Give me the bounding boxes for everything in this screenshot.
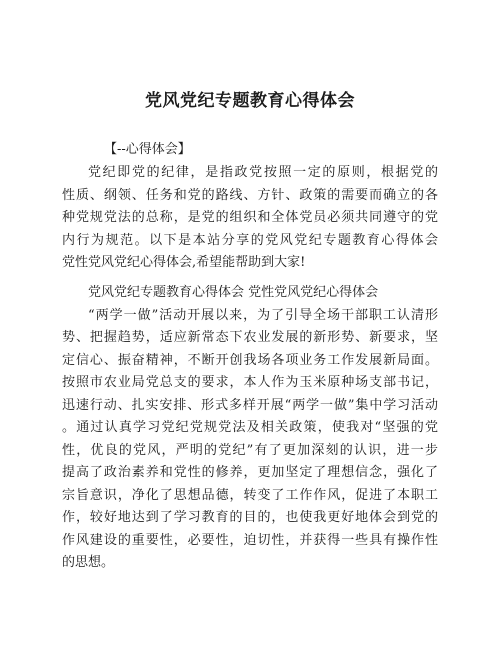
paragraph-line: 党纪即党的纪律，是指政党按照一定的原则，根据党的 bbox=[88, 165, 438, 180]
paragraph-line: 党风党纪专题教育心得体会 党性党风党纪心得体会 bbox=[88, 285, 379, 300]
paragraph-line: “两学一做”活动开展以来，为了引导全场干部职工认清形 bbox=[88, 307, 438, 323]
paragraph-line: 迅速行动、扎实安排、形式多样开展“两学一做”集中学习活动 bbox=[62, 397, 438, 413]
category-tag: 【--心得体会】 bbox=[104, 142, 191, 157]
paragraph-line: 定信心、振奋精神，不断开创我场各项业务工作发展新局面。 bbox=[62, 352, 438, 368]
paragraph-line: 。通过认真学习党纪党规党法及相关政策，使我对“坚强的党 bbox=[62, 420, 438, 435]
paragraph-line: 内行为规范。以下是本站分享的党风党纪专题教育心得体会 bbox=[62, 232, 438, 248]
document-title: 党风党纪专题教育心得体会 bbox=[145, 91, 355, 111]
paragraph-line: 提高了政治素养和党性的修养，更加坚定了理想信念，强化了 bbox=[62, 465, 438, 480]
intro-paragraph bbox=[62, 162, 438, 275]
paragraph-line: 的思想。 bbox=[62, 555, 115, 570]
paragraph-line: 宗旨意识，净化了思想品德，转变了工作作风，促进了本职工 bbox=[62, 487, 438, 503]
body-paragraph bbox=[62, 282, 438, 575]
paragraph-line: 党性党风党纪心得体会,希望能帮助到大家! bbox=[62, 255, 306, 270]
paragraph-line: 性，优良的党风，严明的党纪”有了更加深刻的认识，进一步 bbox=[62, 442, 438, 458]
paragraph-line: 性质、纲领、任务和党的路线、方针、政策的需要而确立的各 bbox=[62, 187, 438, 203]
paragraph-line: 作，较好地达到了学习教育的目的，也使我更好地体会到党的 bbox=[62, 510, 438, 525]
paragraph-line: 按照市农业局党总支的要求，本人作为玉米原种场支部书记， bbox=[62, 375, 438, 390]
paragraph-line: 势、把握趋势，适应新常态下农业发展的新形势、新要求，坚 bbox=[62, 330, 438, 345]
paragraph-line: 种党规党法的总称，是党的组织和全体党员必须共同遵守的党 bbox=[62, 210, 438, 225]
paragraph-line: 作风建设的重要性，必要性，迫切性，并获得一些具有操作性 bbox=[62, 532, 438, 548]
